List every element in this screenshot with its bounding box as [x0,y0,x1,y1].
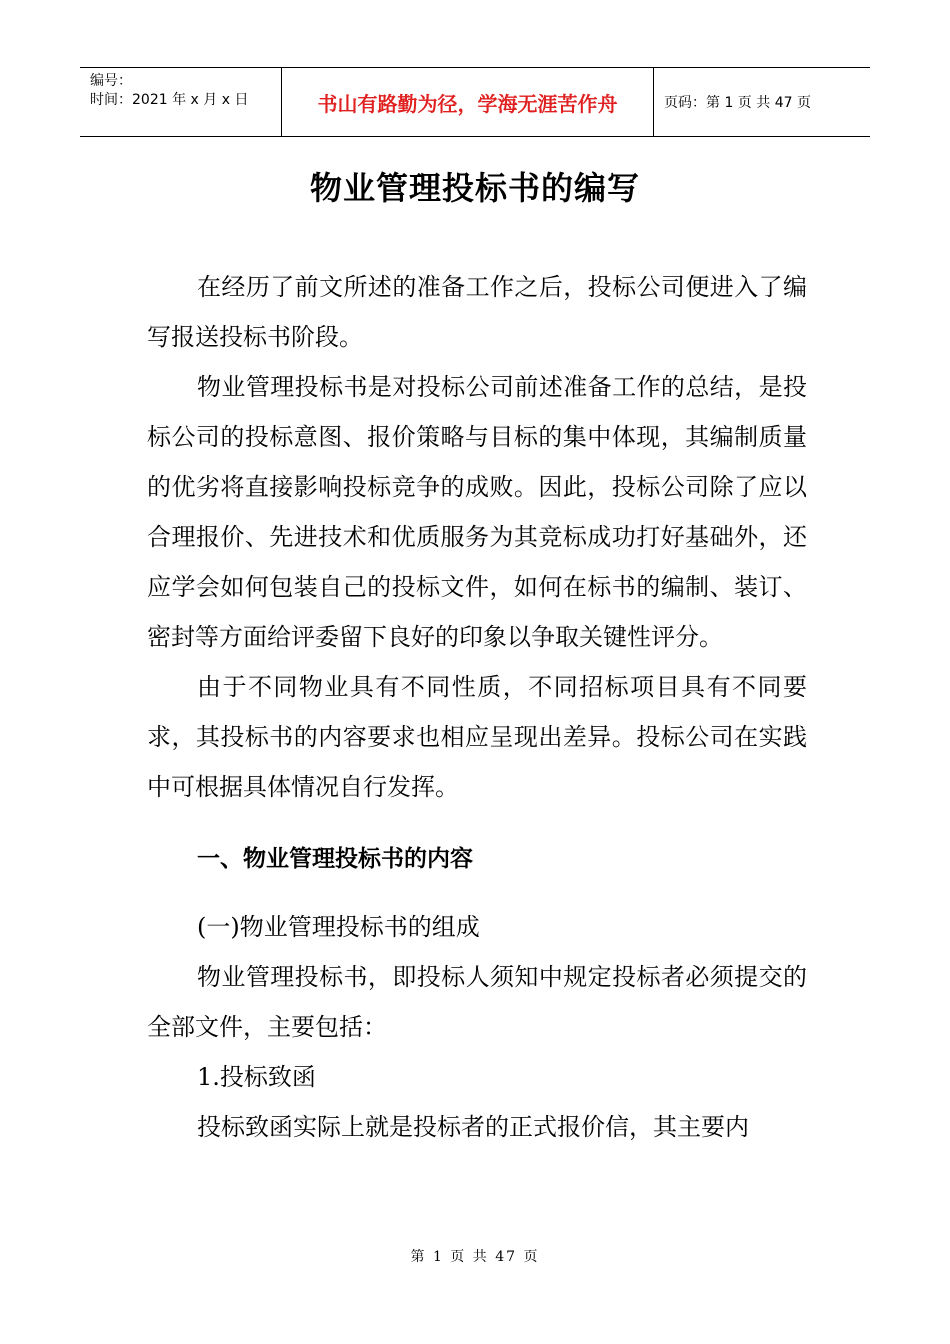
document-title: 物业管理投标书的编写 [309,169,640,207]
item-heading: 1.投标致函 [197,1063,316,1091]
section-heading: 一、物业管理投标书的内容 [197,846,473,872]
body-paragraph: 投标致函实际上就是投标者的正式报价信，其主要内 [197,1113,749,1141]
body-paragraph: 物业管理投标书是对投标公司前述准备工作的总结，是投标公司的投标意图、报价策略与目标的集中体现，其编制质量的优劣将直接影响投标竞争的成败。因此，投标公司除了应以合理报价、先进技术和优质服务为其竞标成功打好基础外，还应学会如何包装自己的投标文件，如何在标书的编制、装订、密封等方面给评委留下良好的印象以争取关键性评分。 [147,373,807,651]
document-header [80,67,870,137]
body-paragraph: 在经历了前文所述的准备工作之后，投标公司便进入了编写报送投标书阶段。 [147,273,807,351]
header-page-label: 页码：第 1 页 共 47 页 [664,95,811,111]
subsection-heading: (一)物业管理投标书的组成 [197,913,480,941]
header-motto: 书山有路勤为径，学海无涯苦作舟 [282,68,654,136]
document-body [147,262,807,1152]
header-time-label: 时间：2021 年 x 月 x 日 [90,92,249,108]
header-meta-cell [80,68,282,136]
body-paragraph: 由于不同物业具有不同性质，不同招标项目具有不同要求，其投标书的内容要求也相应呈现出差异。投标公司在实践中可根据具体情况自行发挥。 [147,673,807,801]
header-number-label: 编号： [90,73,132,89]
page-footer: 第 1 页 共 47 页 [410,1249,540,1265]
body-paragraph: 物业管理投标书，即投标人须知中规定投标者必须提交的全部文件，主要包括： [147,963,807,1041]
